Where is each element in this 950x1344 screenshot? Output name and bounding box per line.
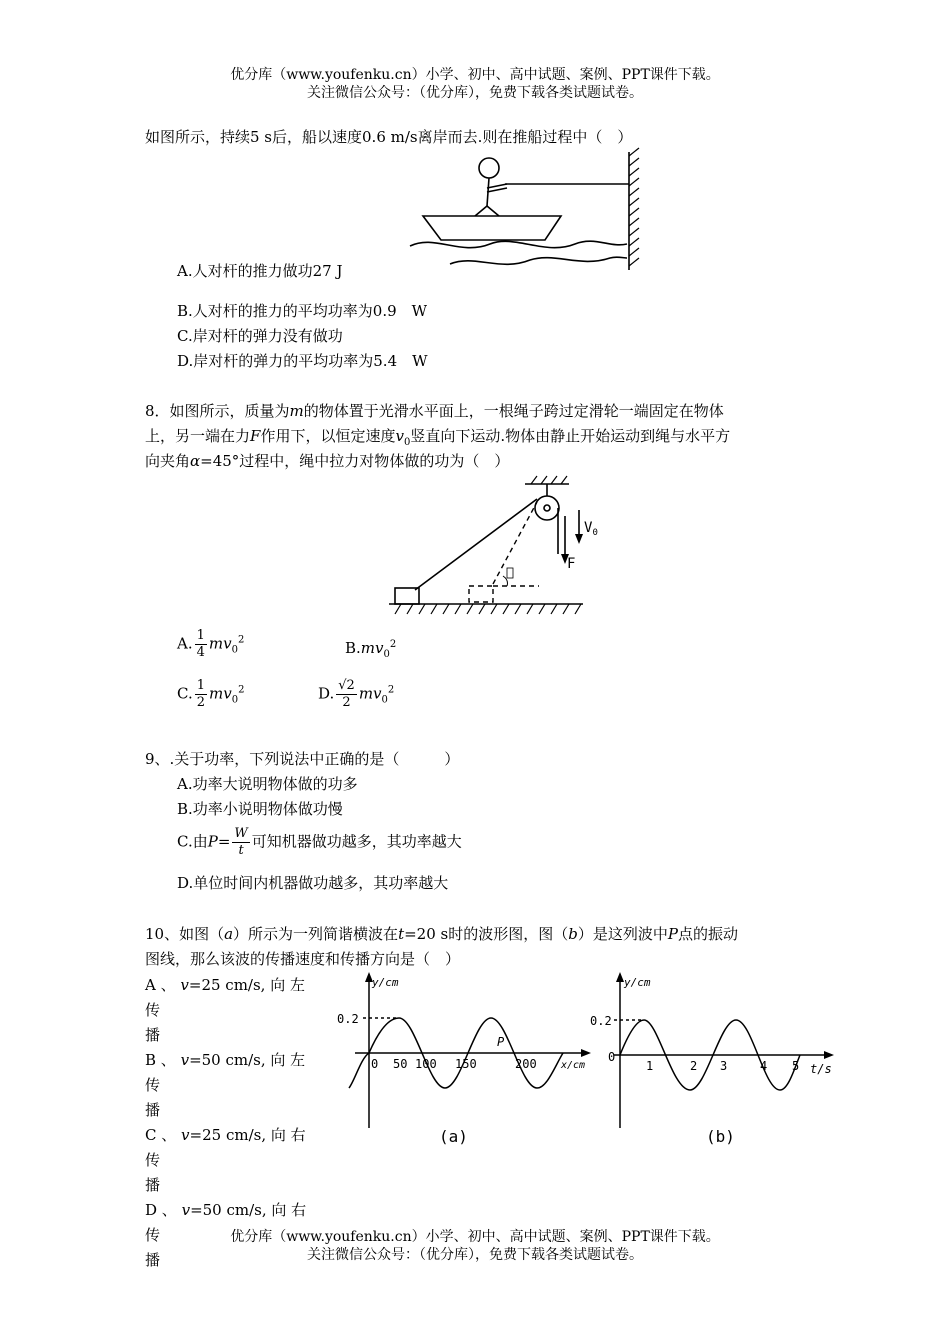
graph-b-tick-2: 2: [690, 1059, 698, 1073]
graph-b-origin: 0: [608, 1050, 616, 1064]
graph-a-xlabel: x/cm: [561, 1060, 586, 1071]
label-F: F: [567, 556, 576, 572]
q8-option-b: $B.mv_0^2$: [345, 639, 397, 660]
q8-stem-line-2: 上，另一端在力F作用下，以恒定速度$v_0$竖直向下运动.物体由静止开始运动到绳与水平方: [145, 427, 731, 448]
q10-option-d: D 、 v=50 cm/s, 向 右 传 播: [145, 1201, 307, 1269]
wave-graph-b: [590, 970, 840, 1160]
graph-a-caption: (a): [439, 1127, 468, 1146]
q9-option-a: A.功率大说明物体做的功多: [177, 775, 358, 793]
graph-a-tick-200: 200: [515, 1057, 537, 1071]
graph-b-caption: (b): [706, 1127, 735, 1146]
q7-stem: 如图所示，持续5 s后，船以速度0.6 m/s离岸而去.则在推船过程中（ ）: [145, 128, 633, 146]
label-v0: $V_0$: [584, 520, 598, 538]
graph-a-ylabel: y/cm: [372, 976, 399, 989]
q9-option-d: D.单位时间内机器做功越多，其功率越大: [177, 874, 449, 892]
graph-a-amp: 0.2: [337, 1012, 359, 1026]
q7-option-b: B.人对杆的推力的平均功率为0.9 W: [177, 302, 428, 320]
graph-b-tick-1: 1: [646, 1059, 654, 1073]
q8-option-c: C. $\frac{1}{2}$ $mv_0^2$: [177, 678, 245, 710]
rope: [415, 499, 537, 590]
graph-a-tick-50: 50: [393, 1057, 408, 1071]
q10-stem-line-1: 10、如图（a）所示为一列简谐横波在t=20 s时的波形图，图（b）是这列波中P点的振动: [145, 925, 738, 943]
pulley: [535, 496, 559, 520]
q8-stem-line-3: 向夹角α=45°过程中，绳中拉力对物体做的功为（ ）: [145, 452, 510, 470]
graph-b-amp: 0.2: [590, 1014, 612, 1028]
graph-a-tick-0: 0: [371, 1057, 379, 1071]
q7-option-d: D.岸对杆的弹力的平均功率为5.4 W: [177, 352, 428, 370]
q7-option-c: C.岸对杆的弹力没有做功: [177, 327, 343, 345]
q8-stem-line-1: 8．如图所示，质量为m的物体置于光滑水平面上，一根绳子跨过定滑轮一端固定在物体: [145, 402, 724, 420]
boat-figure: [405, 148, 655, 273]
graph-b-tick-4: 4: [760, 1059, 768, 1073]
footer-line-1: 优分库（www.youfenku.cn）小学、初中、高中试题、案例、PPT课件下载。: [230, 1229, 720, 1245]
q10-stem-line-2: 图线，那么该波的传播速度和传播方向是（ ）: [145, 950, 461, 968]
graph-a-tick-150: 150: [455, 1057, 477, 1071]
q9-stem: 9、.关于功率，下列说法中正确的是（ ）: [145, 750, 460, 768]
person-head: [479, 158, 499, 178]
q8-option-d: D. $\frac{√2}{2}$ $mv_0^2$: [318, 678, 395, 710]
q10-option-b: B 、 v=50 cm/s, 向 左 传 播: [145, 1051, 306, 1119]
q10-option-c: C 、 v=25 cm/s, 向 右 传 播: [145, 1126, 306, 1194]
footer-line-2: 关注微信公众号：（优分库），免费下载各类试题试卷。: [307, 1247, 643, 1263]
wave-graph-a: [335, 970, 595, 1160]
graph-b-xlabel: t/s: [810, 1062, 832, 1076]
q8-option-a: A. $\frac{1}{4}$ $mv_0^2$: [177, 628, 245, 660]
header-line-1: 优分库（www.youfenku.cn）小学、初中、高中试题、案例、PPT课件下载。: [230, 67, 720, 83]
point-P-label: P: [497, 1035, 505, 1049]
boat: [423, 216, 561, 240]
q10-option-a: A 、 v=25 cm/s, 向 左 传 播: [145, 976, 305, 1044]
pulley-figure: [385, 472, 598, 620]
graph-a-tick-100: 100: [415, 1057, 437, 1071]
q7-option-a: A.人对杆的推力做功27 J: [177, 262, 343, 280]
graph-b-ylabel: y/cm: [624, 976, 651, 989]
q9-option-b: B.功率小说明物体做功慢: [177, 800, 343, 818]
graph-b-tick-5: 5: [792, 1059, 800, 1073]
graph-b-tick-3: 3: [720, 1059, 728, 1073]
header-line-2: 关注微信公众号：（优分库），免费下载各类试题试卷。: [307, 85, 643, 101]
q9-option-c: C.由P= $\frac{W}{t}$ 可知机器做功越多，其功率越大: [177, 826, 462, 858]
